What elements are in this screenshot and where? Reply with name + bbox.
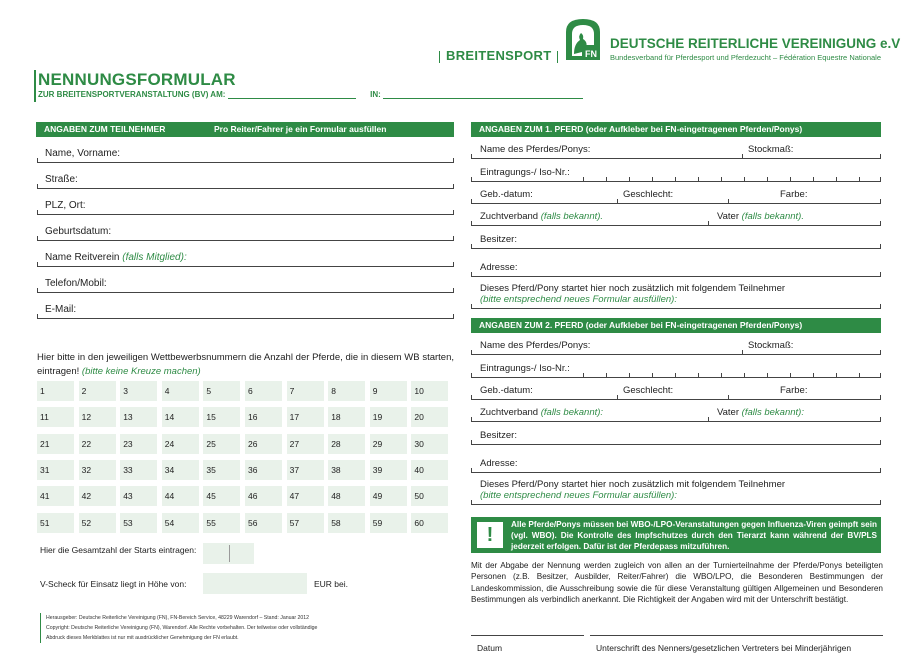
event-place-label: IN:: [370, 90, 381, 99]
field-tick: [453, 262, 454, 267]
horse1-farbe-label: [780, 189, 807, 200]
field-tick: [629, 177, 630, 182]
total-starts-label: Hier die Gesamtzahl der Starts eintragen:: [40, 545, 197, 555]
field-tick: [742, 154, 743, 159]
competition-cell[interactable]: 36: [245, 460, 282, 480]
participant-heading: [36, 122, 454, 137]
field-tick: [880, 440, 881, 445]
name-field-label: [45, 148, 120, 159]
competition-cell[interactable]: 33: [120, 460, 157, 480]
horse-field-note: (falls bekannt).: [540, 211, 604, 222]
field-tick: [880, 199, 881, 204]
horse1-besitzer-label: [480, 234, 517, 245]
competition-cell[interactable]: 51: [37, 513, 74, 533]
field-label-text: Name Reitverein: [45, 252, 120, 263]
horse2-input-line[interactable]: [471, 377, 881, 378]
horse-field-text: Name des Pferdes/Ponys:: [480, 144, 591, 155]
field-tick: [790, 177, 791, 182]
footer-accent: [40, 613, 41, 643]
competition-instruction: [37, 351, 454, 379]
field-tick: [583, 373, 584, 378]
logo-text: FN: [585, 49, 597, 59]
declaration-text: Mit der Abgabe der Nennung werden zugleich von allen an der Turnierteilnahme der Pferde/Ponys beteiligten Personen (z.B. Besitzer, Ausbilder, Reiter/Fahrer) die WBO/LPO, die Besonderen Bestimmungen der Landeskommission, die Ausschreibung sowie die für diese Veranstaltung gültigen Allgemeinen und Besonderen Bestimmungen als verbindlich anerkannt. Die Richtigkeit der Angaben wird mit der Unterschrift bestätigt.: [471, 561, 883, 605]
field-tick: [453, 236, 454, 241]
exclamation-icon: !: [477, 522, 503, 548]
field-tick: [767, 373, 768, 378]
field-tick: [453, 314, 454, 319]
signature-line[interactable]: [590, 635, 883, 636]
field-tick: [37, 262, 38, 267]
field-tick: [880, 154, 881, 159]
field-tick: [790, 373, 791, 378]
field-tick: [471, 304, 472, 309]
competition-cell[interactable]: 40: [411, 460, 448, 480]
competition-cell[interactable]: 13: [120, 407, 157, 427]
field-tick: [471, 199, 472, 204]
competition-cell[interactable]: 41: [37, 486, 74, 506]
horse-field-text: Besitzer:: [480, 430, 517, 441]
extra-rider-note: (bitte entsprechend neues Formular ausfüllen):: [480, 490, 677, 501]
field-tick: [744, 177, 745, 182]
horse2-iso-label: [480, 363, 570, 374]
vscheck-label: V-Scheck für Einsatz liegt in Höhe von:: [40, 579, 187, 589]
competition-cell[interactable]: 11: [37, 407, 74, 427]
field-tick: [453, 158, 454, 163]
competition-cell[interactable]: 3: [120, 381, 157, 401]
event-date-label: ZUR BREITENSPORTVERANSTALTUNG (BV) AM:: [38, 90, 226, 99]
field-tick: [471, 154, 472, 159]
date-label: Datum: [477, 643, 503, 653]
extra-rider-note: (bitte entsprechend neues Formular ausfüllen):: [480, 294, 677, 305]
horse-field-text: Zuchtverband: [480, 407, 539, 418]
horse1-stockmass-label: [748, 144, 793, 155]
horse2-input-line[interactable]: [471, 399, 881, 400]
horse-field-text: Eintragungs-/ Iso-Nr.:: [480, 167, 570, 178]
field-tick: [37, 314, 38, 319]
competition-cell[interactable]: 17: [287, 407, 324, 427]
instruction-text: Hier bitte in den jeweiligen Wettbewerbsnummern die Anzahl der Pferde, die in diesem WB starten, eintragen!: [37, 352, 454, 377]
competition-cell[interactable]: 21: [37, 434, 74, 454]
competition-cell[interactable]: 2: [79, 381, 116, 401]
field-tick: [453, 210, 454, 215]
horse-field-text: Stockmaß:: [748, 144, 794, 155]
signature-label: Unterschrift des Nenners/gesetzlichen Vertreters bei Minderjährigen: [596, 643, 852, 653]
field-tick: [471, 417, 472, 422]
field-tick: [880, 350, 881, 355]
alert-text: Alle Pferde/Ponys müssen bei WBO-/LPO-Veranstaltungen gegen Influenza-Viren geimpft sein (vgl. WBO). Die Kontrolle des Impfschutzes durch den Tierarzt kann während der BV/PLS jederzeit erfolgen. Dafür ist der Pferdepass mitzuführen.: [511, 520, 877, 551]
zip-city-field-label: [45, 200, 86, 211]
field-tick: [471, 272, 472, 277]
competition-cell[interactable]: 22: [79, 434, 116, 454]
field-tick: [880, 272, 881, 277]
horse2-geb-label: [480, 385, 533, 396]
horse2-extra-rider: [480, 479, 785, 501]
field-tick: [813, 177, 814, 182]
competition-cell[interactable]: 56: [245, 513, 282, 533]
competition-cell[interactable]: 55: [203, 513, 240, 533]
horse-field-text: Eintragungs-/ Iso-Nr.:: [480, 363, 570, 374]
field-tick: [583, 177, 584, 182]
horse2-extra-rider-line[interactable]: [471, 504, 881, 505]
extra-rider-text: Dieses Pferd/Pony startet hier noch zusätzlich mit folgendem Teilnehmer: [480, 479, 786, 490]
horse-field-text: Farbe:: [780, 189, 808, 200]
competition-cell[interactable]: 31: [37, 460, 74, 480]
field-label-text: Geburtsdatum:: [45, 226, 112, 237]
name-field[interactable]: [37, 162, 454, 163]
page-title: NENNUNGSFORMULAR: [38, 70, 236, 89]
horse1-zucht-label: [480, 211, 603, 222]
field-label-note: (falls Mitglied):: [122, 252, 187, 263]
horse1-vater-label: [717, 211, 804, 222]
competition-cell[interactable]: 47: [287, 486, 324, 506]
horse1-input-line[interactable]: [471, 225, 881, 226]
horse1-input-line[interactable]: [471, 181, 881, 182]
competition-cell[interactable]: 38: [328, 460, 365, 480]
extra-rider-text: Dieses Pferd/Pony startet hier noch zusätzlich mit folgendem Teilnehmer: [480, 283, 786, 294]
field-tick: [880, 417, 881, 422]
horse2-input-line[interactable]: [471, 472, 881, 473]
divider: [439, 51, 440, 63]
horse2-input-line[interactable]: [471, 444, 881, 445]
competition-cell[interactable]: 42: [79, 486, 116, 506]
field-tick: [453, 184, 454, 189]
org-name: DEUTSCHE REITERLICHE VEREINIGUNG e.V: [610, 36, 901, 51]
field-tick: [836, 373, 837, 378]
competition-cell[interactable]: 60: [411, 513, 448, 533]
field-tick: [698, 177, 699, 182]
club-field-label: [45, 252, 187, 263]
vscheck-unit: EUR bei.: [314, 579, 349, 589]
instruction-note: (bitte keine Kreuze machen): [81, 366, 201, 377]
horse-heading-text: ANGABEN ZUM 1. PFERD (oder Aufkleber bei FN-eingetragenen Pferden/Ponys): [479, 124, 803, 134]
horse2-input-line[interactable]: [471, 354, 881, 355]
field-tick: [471, 440, 472, 445]
field-tick: [721, 373, 722, 378]
competition-cell[interactable]: 30: [411, 434, 448, 454]
field-tick: [471, 350, 472, 355]
field-tick: [471, 500, 472, 505]
event-place-field[interactable]: [383, 91, 583, 99]
horse-field-text: Geb.-datum:: [480, 189, 533, 200]
field-tick: [836, 177, 837, 182]
competition-cell[interactable]: 37: [287, 460, 324, 480]
competition-cell[interactable]: 14: [162, 407, 199, 427]
field-tick: [880, 304, 881, 309]
competition-cell[interactable]: 12: [79, 407, 116, 427]
field-tick: [652, 373, 653, 378]
field-tick: [453, 288, 454, 293]
total-starts-field[interactable]: [203, 543, 254, 564]
horse2-adresse-label: [480, 458, 518, 469]
field-tick: [728, 395, 729, 400]
horse-field-text: Geb.-datum:: [480, 385, 533, 396]
horse1-input-line[interactable]: [471, 248, 881, 249]
competition-cell[interactable]: 18: [328, 407, 365, 427]
field-tick: [471, 373, 472, 378]
horse2-besitzer-label: [480, 430, 517, 441]
competition-cell[interactable]: 9: [370, 381, 407, 401]
phone-field-label: [45, 278, 107, 289]
horse-field-text: Vater: [717, 211, 740, 222]
field-tick: [606, 373, 607, 378]
field-tick: [471, 468, 472, 473]
date-signature-line[interactable]: [471, 635, 584, 636]
zip-city-field[interactable]: [37, 214, 454, 215]
title-accent: [34, 70, 36, 102]
field-tick: [880, 177, 881, 182]
field-tick: [721, 177, 722, 182]
competition-cell[interactable]: 52: [79, 513, 116, 533]
competition-cell[interactable]: 59: [370, 513, 407, 533]
horse1-extra-rider-line[interactable]: [471, 308, 881, 309]
horse1-heading: [471, 122, 881, 137]
horse-field-text: Besitzer:: [480, 234, 517, 245]
club-field[interactable]: [37, 266, 454, 267]
competition-cell[interactable]: 8: [328, 381, 365, 401]
field-tick: [675, 177, 676, 182]
email-field-label: [45, 304, 76, 315]
horse1-extra-rider: [480, 283, 785, 305]
horse2-zucht-label: [480, 407, 603, 418]
horse-field-text: Farbe:: [780, 385, 808, 396]
horse1-geschlecht-label: [623, 189, 673, 200]
breitensport-text: BREITENSPORT: [446, 48, 552, 63]
participant-heading-text: ANGABEN ZUM TEILNEHMER: [44, 124, 166, 134]
competition-cell[interactable]: 4: [162, 381, 199, 401]
horse-field-text: Stockmaß:: [748, 340, 794, 351]
competition-cell[interactable]: 29: [370, 434, 407, 454]
field-label-text: Name, Vorname:: [45, 148, 121, 159]
footer-reprint: Abdruck dieses Merkblattes ist nur mit ausdrücklicher Genehmigung der FN erlaubt.: [46, 635, 239, 641]
competition-cell[interactable]: 46: [245, 486, 282, 506]
field-tick: [629, 373, 630, 378]
field-tick: [880, 500, 881, 505]
competition-cell[interactable]: 35: [203, 460, 240, 480]
org-subtitle: Bundesverband für Pferdesport und Pferdezucht – Fédération Equestre Nationale: [610, 53, 882, 62]
competition-cell[interactable]: 54: [162, 513, 199, 533]
field-tick: [37, 158, 38, 163]
horse2-input-line[interactable]: [471, 421, 881, 422]
field-tick: [675, 373, 676, 378]
competition-cell[interactable]: 15: [203, 407, 240, 427]
horse2-geschlecht-label: [623, 385, 673, 396]
horse-field-text: Adresse:: [480, 262, 518, 273]
divider: [557, 51, 558, 63]
birthdate-field[interactable]: [37, 240, 454, 241]
field-tick: [742, 350, 743, 355]
horse-field-note: (falls bekannt):: [540, 407, 604, 418]
horse1-name-label: [480, 144, 590, 155]
field-tick: [37, 236, 38, 241]
horse1-input-line[interactable]: [471, 158, 881, 159]
horse-field-text: Vater: [717, 407, 740, 418]
field-tick: [37, 210, 38, 215]
competition-cell[interactable]: 10: [411, 381, 448, 401]
competition-cell[interactable]: 16: [245, 407, 282, 427]
competition-cell[interactable]: 32: [79, 460, 116, 480]
competition-cell[interactable]: 48: [328, 486, 365, 506]
field-label-text: E-Mail:: [45, 304, 77, 315]
phone-field[interactable]: [37, 292, 454, 293]
field-tick: [471, 177, 472, 182]
field-tick: [728, 199, 729, 204]
field-tick: [813, 373, 814, 378]
competition-cell[interactable]: 39: [370, 460, 407, 480]
vscheck-amount-field[interactable]: [203, 573, 307, 594]
horse2-stockmass-label: [748, 340, 793, 351]
field-tick: [708, 221, 709, 226]
horse2-heading: [471, 318, 881, 333]
fn-logo-icon: [562, 16, 604, 62]
horse1-iso-label: [480, 167, 570, 178]
field-tick: [859, 373, 860, 378]
competition-cell[interactable]: 27: [287, 434, 324, 454]
field-tick: [37, 288, 38, 293]
competition-cell[interactable]: 19: [370, 407, 407, 427]
field-tick: [617, 395, 618, 400]
competition-cell[interactable]: 50: [411, 486, 448, 506]
field-tick: [471, 221, 472, 226]
competition-cell[interactable]: 24: [162, 434, 199, 454]
horse2-vater-label: [717, 407, 804, 418]
field-tick: [617, 199, 618, 204]
competition-cell[interactable]: 26: [245, 434, 282, 454]
competition-cell[interactable]: 57: [287, 513, 324, 533]
field-tick: [880, 468, 881, 473]
horse-field-text: Zuchtverband: [480, 211, 539, 222]
vaccination-alert: [471, 517, 881, 553]
horse2-farbe-label: [780, 385, 807, 396]
horse1-adresse-label: [480, 262, 518, 273]
competition-cell[interactable]: 20: [411, 407, 448, 427]
field-label-text: PLZ, Ort:: [45, 200, 86, 211]
event-subtitle: [38, 90, 583, 99]
field-tick: [471, 244, 472, 249]
field-tick: [880, 244, 881, 249]
competition-cell[interactable]: 44: [162, 486, 199, 506]
horse-field-text: Name des Pferdes/Ponys:: [480, 340, 591, 351]
street-field-label: [45, 174, 78, 185]
horse-heading-text: ANGABEN ZUM 2. PFERD (oder Aufkleber bei FN-eingetragenen Pferden/Ponys): [479, 320, 803, 330]
field-tick: [880, 395, 881, 400]
street-field[interactable]: [37, 188, 454, 189]
participant-heading-note: Pro Reiter/Fahrer je ein Formular ausfüllen: [214, 124, 387, 134]
horse2-name-label: [480, 340, 590, 351]
field-tick: [652, 177, 653, 182]
field-tick: [744, 373, 745, 378]
field-tick: [606, 177, 607, 182]
horse1-input-line[interactable]: [471, 276, 881, 277]
competition-cell[interactable]: 5: [203, 381, 240, 401]
competition-cell[interactable]: 23: [120, 434, 157, 454]
field-tick: [880, 373, 881, 378]
competition-cell[interactable]: 28: [328, 434, 365, 454]
competition-cell[interactable]: 25: [203, 434, 240, 454]
competition-cell[interactable]: 7: [287, 381, 324, 401]
email-field[interactable]: [37, 318, 454, 319]
field-tick: [859, 177, 860, 182]
birthdate-field-label: [45, 226, 111, 237]
field-tick: [471, 395, 472, 400]
field-tick: [708, 417, 709, 422]
horse-field-note: (falls bekannt).: [741, 211, 804, 222]
field-tick: [37, 184, 38, 189]
horse1-input-line[interactable]: [471, 203, 881, 204]
competition-cell[interactable]: 49: [370, 486, 407, 506]
horse1-geb-label: [480, 189, 533, 200]
field-separator: [229, 545, 230, 562]
competition-cell[interactable]: 45: [203, 486, 240, 506]
competition-cell[interactable]: 1: [37, 381, 74, 401]
competition-cell[interactable]: 34: [162, 460, 199, 480]
horse-field-text: Geschlecht:: [623, 189, 674, 200]
field-label-text: Straße:: [45, 174, 78, 185]
footer-publisher: Herausgeber: Deutsche Reiterliche Vereinigung (FN), FN-Bereich Service, 48229 Warendorf – Stand: Januar 2012: [46, 615, 310, 621]
field-tick: [698, 373, 699, 378]
competition-cell[interactable]: 58: [328, 513, 365, 533]
horse-field-note: (falls bekannt):: [741, 407, 804, 418]
competition-cell[interactable]: 53: [120, 513, 157, 533]
field-tick: [880, 221, 881, 226]
field-label-text: Telefon/Mobil:: [45, 278, 107, 289]
footer-copyright: Copyright: Deutsche Reiterliche Vereinigung (FN), Warendorf. Alle Rechte vorbehalten. Der teilweise oder vollständige: [46, 625, 318, 631]
competition-cell[interactable]: 43: [120, 486, 157, 506]
horse-field-text: Geschlecht:: [623, 385, 674, 396]
horse-field-text: Adresse:: [480, 458, 518, 469]
field-tick: [767, 177, 768, 182]
competition-cell[interactable]: 6: [245, 381, 282, 401]
breitensport-label: [433, 48, 564, 63]
event-date-field[interactable]: [228, 91, 356, 99]
